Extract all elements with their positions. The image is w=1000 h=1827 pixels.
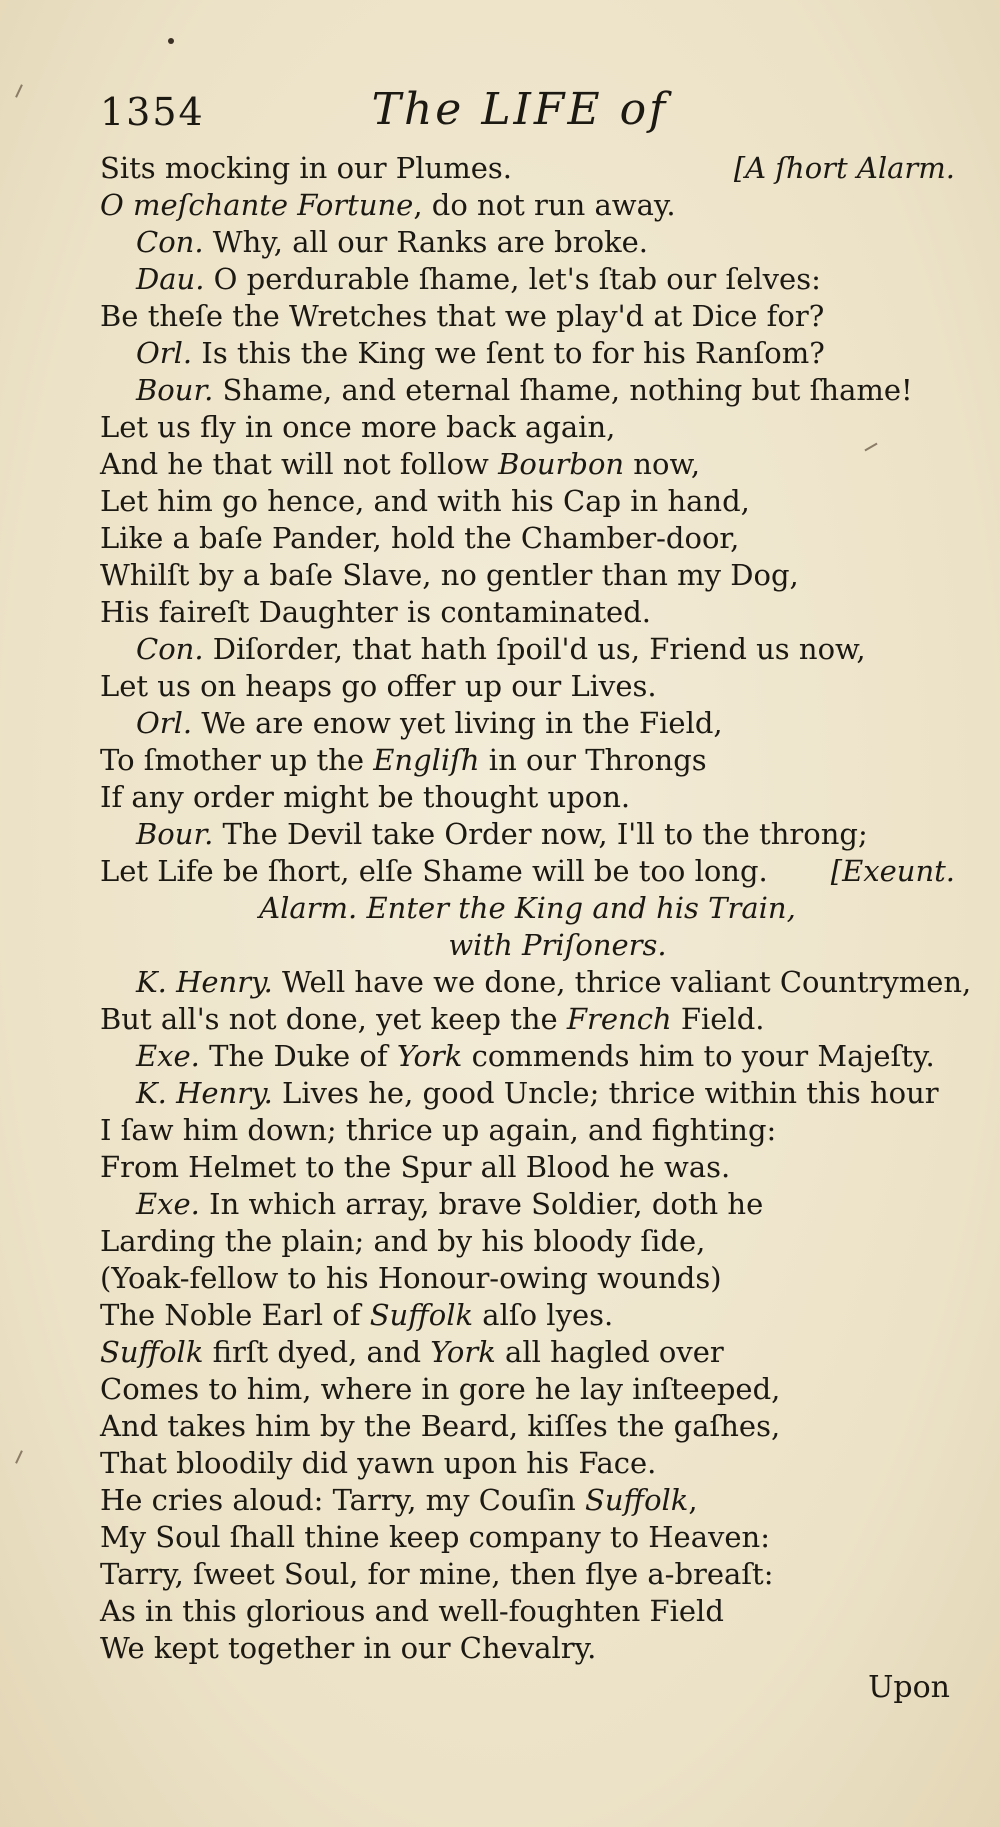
line-text: (Yoak-fellow to his Honour-owing wounds)	[100, 1261, 722, 1295]
italic-text: O meſchante Fortune	[100, 188, 414, 222]
italic-text: York	[396, 1039, 463, 1073]
text-line	[100, 1186, 955, 1223]
line-text: commends him to your Majeſty.	[462, 1039, 935, 1073]
speck	[168, 38, 174, 44]
text-line	[100, 1260, 955, 1297]
text-line	[100, 779, 955, 816]
text-line	[100, 446, 955, 483]
text-line	[100, 372, 955, 409]
text-line	[100, 1112, 955, 1149]
text-line	[100, 594, 955, 631]
text-line	[100, 816, 955, 853]
line-text: Field.	[671, 1002, 765, 1036]
text-line	[100, 1075, 955, 1112]
catchword: Upon	[868, 1670, 950, 1705]
speaker-name: Con.	[136, 225, 204, 259]
speaker-name: Con.	[136, 632, 204, 666]
speaker-name: Bour.	[136, 373, 214, 407]
page-header	[100, 80, 940, 140]
text-line	[100, 335, 955, 372]
line-text: Sits mocking in our Plumes.	[100, 151, 513, 185]
line-text: To ſmother up the	[100, 743, 374, 777]
line-text: The Duke of	[199, 1039, 397, 1073]
text-line	[100, 520, 955, 557]
text-line	[100, 668, 955, 705]
line-text: Is this the King we ſent to for his Ranſom?	[192, 336, 825, 370]
stage-direction: [Exeunt.	[830, 854, 955, 888]
text-line	[100, 1445, 955, 1482]
text-line	[100, 1223, 955, 1260]
line-text: The Devil take Order now, I'll to the throng;	[213, 817, 868, 851]
speaker-name: Bour.	[136, 817, 214, 851]
speaker-name: Dau.	[136, 262, 205, 296]
speaker-name: Exe.	[136, 1187, 200, 1221]
line-text: Why, all our Ranks are broke.	[203, 225, 649, 259]
speck	[15, 84, 23, 98]
line-text: And he that will not follow	[100, 447, 499, 481]
line-text: My Soul ſhall thine keep company to Heaven:	[100, 1520, 771, 1554]
page-number: 1354	[100, 90, 205, 134]
text-line	[100, 187, 955, 224]
text-line	[100, 964, 972, 1001]
line-text: alſo lyes.	[473, 1298, 614, 1332]
text-line	[100, 261, 955, 298]
line-text: His faireſt Daughter is contaminated.	[100, 595, 651, 629]
running-title: The LIFE of	[371, 84, 669, 135]
line-text: Larding the plain; and by his bloody ſide,	[100, 1224, 706, 1258]
text-line	[100, 224, 955, 261]
text-line	[100, 1334, 955, 1371]
speaker-name: K. Henry.	[136, 1076, 273, 1110]
line-text: But all's not done, yet keep the	[100, 1002, 567, 1036]
line-text: , do not run away.	[413, 188, 676, 222]
line-text: Shame, and eternal ſhame, nothing but ſhame!	[213, 373, 913, 407]
text-line	[100, 890, 955, 927]
line-text: Be theſe the Wretches that we play'd at Dice for?	[100, 299, 825, 333]
line-text: with Priſoners.	[448, 928, 667, 962]
line-text: In which array, brave Soldier, doth he	[199, 1187, 764, 1221]
line-text: O perdurable ſhame, let's ſtab our ſelves:	[204, 262, 821, 296]
speaker-name: Orl.	[136, 706, 193, 740]
text-line	[100, 409, 955, 446]
text-line	[100, 631, 955, 668]
line-text: And takes him by the Beard, kiſſes the gaſhes,	[100, 1409, 781, 1443]
line-text: Tarry, ſweet Soul, for mine, then flye a-breaſt:	[100, 1557, 774, 1591]
line-text: The Noble Earl of	[100, 1298, 370, 1332]
line-text: Let us on heaps go offer up our Lives.	[100, 669, 657, 703]
line-text: We are enow yet living in the Field,	[192, 706, 723, 740]
text-line	[100, 1371, 955, 1408]
line-text: Let Life be ſhort, elſe Shame will be too long.	[100, 854, 768, 888]
stage-direction: [A ſhort Alarm.	[733, 151, 955, 185]
line-text: firſt dyed, and	[203, 1335, 431, 1369]
line-text: Comes to him, where in gore he lay inſteeped,	[100, 1372, 781, 1406]
italic-text: York	[430, 1335, 496, 1369]
line-text: Whilſt by a baſe Slave, no gentler than my Dog,	[100, 558, 799, 592]
line-text: As in this glorious and well-foughten Field	[100, 1594, 724, 1628]
text-line	[100, 298, 955, 335]
speaker-name: Exe.	[136, 1039, 200, 1073]
text-line	[100, 1482, 955, 1519]
speck	[15, 1450, 23, 1464]
line-text: Alarm. Enter the King and his Train,	[259, 891, 796, 925]
line-text: If any order might be thought upon.	[100, 780, 631, 814]
line-text: I ſaw him down; thrice up again, and fighting:	[100, 1113, 777, 1147]
text-line	[100, 1556, 955, 1593]
text-line	[100, 705, 955, 742]
line-text: That bloodily did yawn upon his Face.	[100, 1446, 657, 1480]
line-text: now,	[624, 447, 701, 481]
italic-text: Bourbon	[498, 447, 625, 481]
line-text: in our Throngs	[479, 743, 707, 777]
line-text: We kept together in our Chevalry.	[100, 1631, 597, 1665]
line-text: Well have we done, thrice valiant Countrymen,	[272, 965, 972, 999]
text-line	[100, 853, 955, 890]
text-line	[100, 1630, 955, 1667]
line-text: Lives he, good Uncle; thrice within this hour	[272, 1076, 939, 1110]
text-line	[100, 557, 955, 594]
speaker-name: Orl.	[136, 336, 193, 370]
italic-text: Suffolk	[100, 1335, 204, 1369]
line-text: Diſorder, that hath ſpoil'd us, Friend us now,	[203, 632, 866, 666]
text-line	[100, 483, 955, 520]
line-text: Let us fly in once more back again,	[100, 410, 616, 444]
line-text: ,	[688, 1483, 698, 1517]
line-text: Let him go hence, and with his Cap in hand,	[100, 484, 750, 518]
text-line	[100, 1001, 955, 1038]
text-line	[100, 150, 955, 187]
play-text	[100, 150, 972, 1667]
text-line	[100, 1297, 955, 1334]
italic-text: Suffolk	[584, 1483, 689, 1517]
text-line	[100, 1038, 955, 1075]
line-text: Like a baſe Pander, hold the Chamber-door,	[100, 521, 740, 555]
line-text: From Helmet to the Spur all Blood he was.	[100, 1150, 731, 1184]
line-text: He cries aloud: Tarry, my Couſin	[100, 1483, 585, 1517]
text-line	[100, 927, 955, 964]
text-line	[100, 1408, 955, 1445]
speaker-name: K. Henry.	[136, 965, 273, 999]
text-line	[100, 1593, 955, 1630]
italic-text: French	[566, 1002, 672, 1036]
text-line	[100, 1519, 955, 1556]
text-line	[100, 742, 955, 779]
italic-text: Suffolk	[369, 1298, 474, 1332]
line-text: all hagled over	[495, 1335, 724, 1369]
text-line	[100, 1149, 955, 1186]
italic-text: Engliſh	[373, 743, 480, 777]
